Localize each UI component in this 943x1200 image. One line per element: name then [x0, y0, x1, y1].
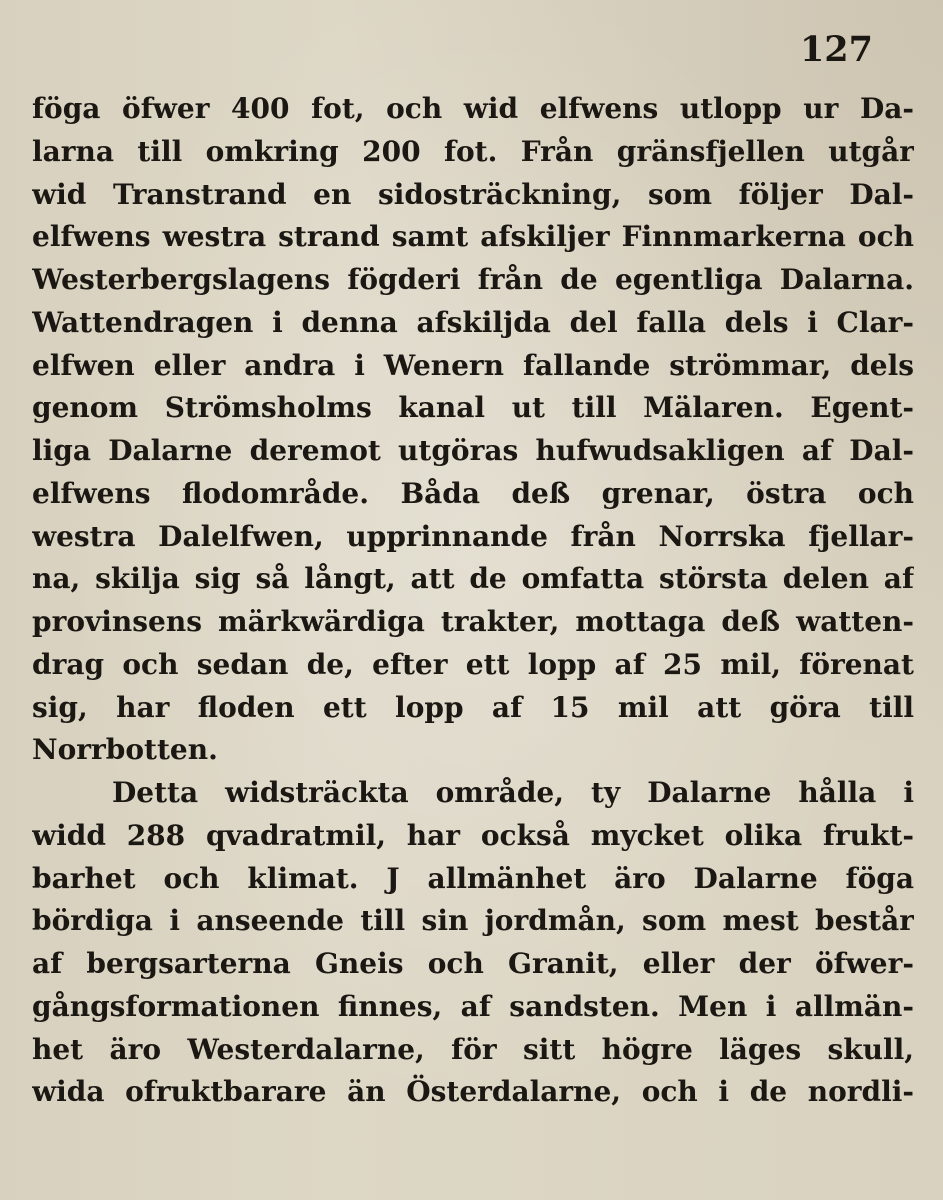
text-line: liga Dalarne deremot utgöras hufwudsakligen af Dal-: [32, 434, 914, 467]
text-line: westra Dalelfwen, upprinnande från Norrska fjellar-: [32, 519, 914, 553]
body-text: [32, 88, 914, 1114]
text-line: het äro Westerdalarne, för sitt högre läges skull,: [32, 1032, 914, 1066]
text-line: bördiga i anseende till sin jordmån, som mest består: [32, 904, 914, 938]
text-line: provinsens märkwärdiga trakter, mottaga deß watten-: [32, 605, 914, 638]
text-line: af bergsarterna Gneis och Granit, eller der öfwer-: [32, 947, 914, 980]
text-line: elfwens westra strand samt afskiljer Finnmarkerna och: [32, 220, 914, 254]
text-line: Norrbotten.: [32, 733, 218, 767]
text-line: drag och sedan de, efter ett lopp af 25 mil, förenat: [32, 647, 914, 681]
text-line: Westerbergslagens fögderi från de egentliga Dalarna.: [32, 263, 914, 296]
text-line: na, skilja sig så långt, att de omfatta största delen af: [32, 562, 914, 596]
page-number: 127: [799, 29, 873, 70]
text-line: barhet och klimat. J allmänhet äro Dalarne föga: [32, 861, 914, 895]
text-line: Detta widsträckta område, ty Dalarne hålla i: [112, 776, 914, 809]
text-line: elfwens flodområde. Båda deß grenar, östra och: [32, 476, 914, 510]
text-line: föga öfwer 400 fot, och wid elfwens utlopp ur Da-: [32, 92, 914, 125]
text-line: sig, har floden ett lopp af 15 mil att göra till: [32, 690, 914, 724]
text-line: elfwen eller andra i Wenern fallande strömmar, dels: [32, 348, 914, 382]
text-line: wida ofruktbarare än Österdalarne, och i de nordli-: [32, 1075, 914, 1109]
text-line: Wattendragen i denna afskiljda del falla dels i Clar-: [32, 305, 914, 339]
text-line: widd 288 qvadratmil, har också mycket olika frukt-: [32, 818, 914, 852]
text-line: larna till omkring 200 fot. Från gränsfjellen utgår: [32, 134, 914, 168]
text-line: gångsformationen finnes, af sandsten. Men i allmän-: [32, 989, 914, 1023]
text-line: genom Strömsholms kanal ut till Mälaren. Egent-: [32, 391, 914, 425]
text-line: wid Transtrand en sidosträckning, som följer Dal-: [32, 177, 914, 211]
